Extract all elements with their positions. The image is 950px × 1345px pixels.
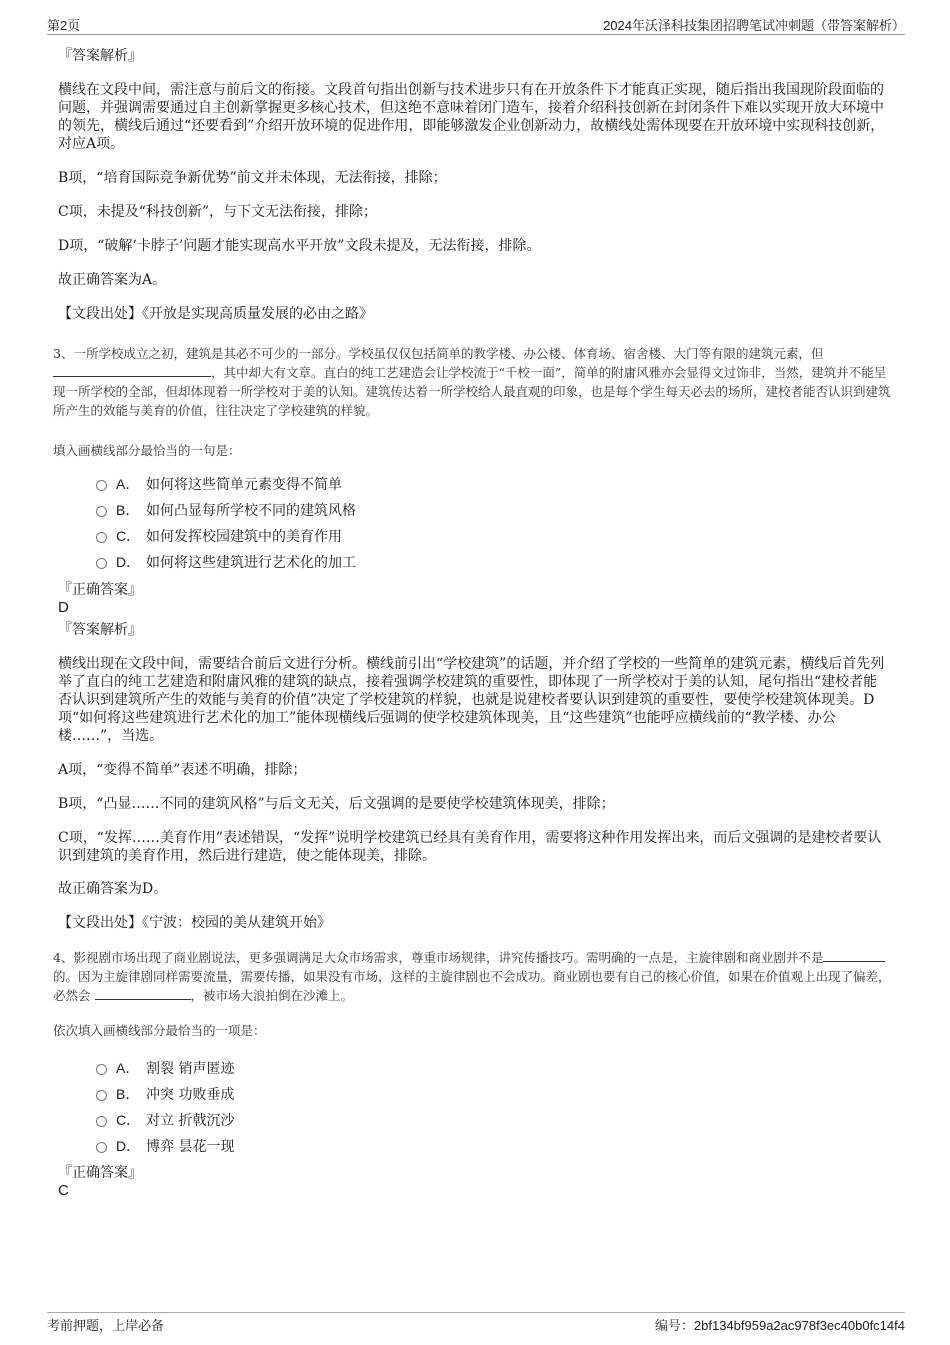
q4-answer-label: 『正确答案』	[58, 1165, 142, 1181]
q2-conclusion: 故正确答案为A。	[58, 272, 167, 288]
q3-analysis: 横线出现在文段中间，需要结合前后文进行分析。横线前引出“学校建筑”的话题，并介绍了学校的一些简单的建筑元素，横线后首先列举了直白的纯工艺建造和附庸风雅的建筑的缺点，接着强调学校建筑的重要性，即体现了一所学校对于美的认知，尾句指出“建校者能否认识到建筑所产生的效能与美育的价值”决定了学校建筑的样貌，也就是说建校者要认识到建筑的重要性，要使学校建筑体现美。D项“如何将这些建筑进行艺术化的加工”能体现横线后强调的使学校建筑体现美，且“这些建筑”也能呼应横线前的“教学楼、办公楼……”，当选。	[58, 656, 885, 744]
q3-option-c-note: C项，“发挥……美育作用”表述错误，“发挥”说明学校建筑已经具有美育作用，需要将这种作用发挥出来，而后文强调的是建校者要认识到建筑的美育作用，然后进行建造，使之能体现美，排除。	[58, 830, 882, 864]
radio-icon[interactable]	[96, 480, 107, 491]
q2-analysis: 横线在文段中间，需注意与前后文的衔接。文段首句指出创新与技术进步只有在开放条件下才能真正实现，随后指出我国现阶段面临的问题，并强调需要通过自主创新掌握更多核心技术，但这绝不意味着闭门造车，接着介绍科技创新在封闭条件下难以实现开放大环境中的领先，横线后通过“还要看到”介绍开放环境的促进作用，即能够激发企业创新动力，故横线处需体现要在开放环境中实现科技创新，对应A项。	[58, 82, 885, 152]
radio-icon[interactable]	[96, 506, 107, 517]
radio-icon[interactable]	[96, 1090, 107, 1101]
q4-blank-1	[823, 949, 885, 962]
q4-option-b[interactable]: B． 冲突 功败垂成	[96, 1084, 234, 1104]
q3-option-d[interactable]: D． 如何将这些建筑进行艺术化的加工	[96, 552, 356, 572]
q3-answer-label: 『正确答案』	[58, 582, 142, 598]
q4-option-a[interactable]: A． 割裂 销声匿迹	[96, 1058, 234, 1078]
q3-option-b[interactable]: B． 如何凸显每所学校不同的建筑风格	[96, 500, 356, 520]
page-footer	[47, 1312, 905, 1333]
q4-blank-2	[95, 987, 191, 1000]
q2-option-b-note: B项，“培育国际竞争新优势”前文并未体现，无法衔接，排除；	[58, 170, 447, 186]
radio-icon[interactable]	[96, 532, 107, 543]
q2-source: 【文段出处】《开放是实现高质量发展的必由之路》	[58, 306, 373, 322]
q3-option-a[interactable]: A． 如何将这些简单元素变得不简单	[96, 474, 342, 494]
q3-question: 3、一所学校成立之初，建筑是其必不可少的一部分。学校虽仅仅包括简单的教学楼、办公楼、体育场、宿舍楼、大门等有限的建筑元素，但，其中却大有文章。直白的纯工艺建造会让学校流于“千校一面”，简单的附庸风雅亦会显得文过饰非，当然，建筑并不能呈现一所学校的全部，但却体现着一所学校对于美的认知。建筑传达着一所学校给人最直观的印象，也是每个学生每天必去的场所，建校者能否认识到建筑所产生的效能与美育的价值，往往决定了学校建筑的样貌。	[53, 346, 891, 418]
q3-option-c[interactable]: C． 如何发挥校园建筑中的美育作用	[96, 526, 342, 546]
radio-icon[interactable]	[96, 1064, 107, 1075]
q3-option-b-note: B项，“凸显……不同的建筑风格”与后文无关，后文强调的是要使学校建筑体现美，排除；	[58, 796, 615, 812]
q4-question: 4、影视剧市场出现了商业剧说法，更多强调满足大众市场需求，尊重市场规律，讲究传播技巧。需明确的一点是，主旋律剧和商业剧并不是的。因为主旋律剧同样需要流量，需要传播，如果没有市场，这样的主旋律剧也不会成功。商业剧也要有自己的核心价值，如果在价值观上出现了偏差，必然会 ，被市场大浪拍倒在沙滩上。	[53, 950, 891, 1003]
q4-option-c[interactable]: C． 对立 折戟沉沙	[96, 1110, 234, 1130]
q3-blank	[53, 364, 211, 377]
q4-prompt: 依次填入画横线部分最恰当的一项是：	[53, 1023, 266, 1038]
q2-option-d-note: D项，“破解‘卡脖子’问题才能实现高水平开放”文段未提及，无法衔接，排除。	[58, 238, 541, 254]
q3-source: 【文段出处】《宁波：校园的美从建筑开始》	[58, 915, 331, 931]
radio-icon[interactable]	[96, 1116, 107, 1127]
q2-analysis-label: 『答案解析』	[58, 48, 142, 64]
footer-slogan: 考前押题，上岸必备	[47, 1318, 165, 1333]
radio-icon[interactable]	[96, 558, 107, 569]
q4-answer: C	[58, 1182, 69, 1199]
page-header	[47, 12, 905, 35]
document-code: 编号：2bf134bf959a2ac978f3ec40b0fc14f4	[654, 1318, 905, 1333]
q3-analysis-label: 『答案解析』	[58, 622, 142, 638]
document-title: 2024年沃泽科技集团招聘笔试冲刺题（带答案解析）	[603, 18, 905, 33]
q3-prompt: 填入画横线部分最恰当的一句是：	[53, 443, 241, 458]
q3-option-a-note: A项，“变得不简单”表述不明确，排除；	[58, 762, 307, 778]
radio-icon[interactable]	[96, 1142, 107, 1153]
q4-option-d[interactable]: D． 博弈 昙花一现	[96, 1136, 234, 1156]
q3-conclusion: 故正确答案为D。	[58, 881, 168, 897]
q3-answer: D	[58, 599, 69, 616]
page-number: 第2页	[47, 18, 81, 33]
q2-option-c-note: C项，未提及“科技创新”，与下文无法衔接，排除；	[58, 204, 378, 220]
